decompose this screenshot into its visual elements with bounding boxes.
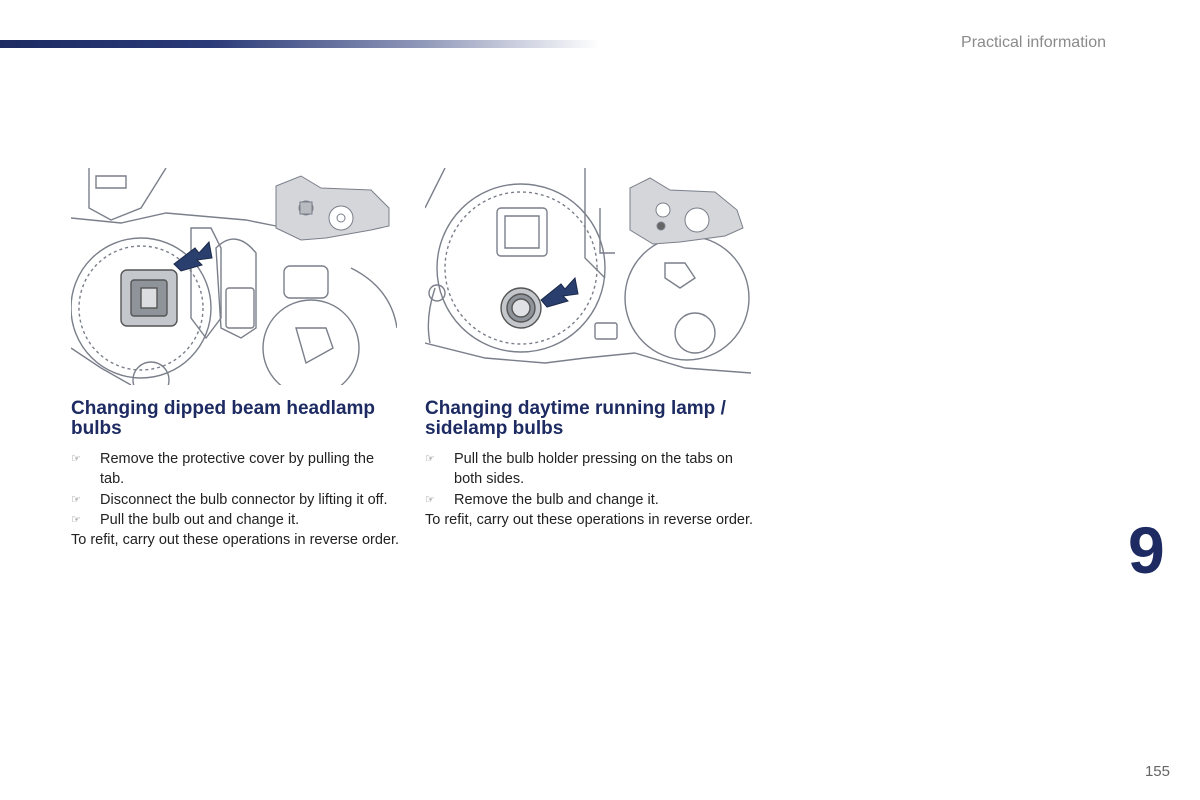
- list-item: [71, 510, 401, 530]
- hand-pointer-icon: ☞: [425, 453, 435, 465]
- step-text: Disconnect the bulb connector by lifting it off.: [100, 491, 388, 508]
- refit-note: To refit, carry out these operations in reverse order.: [425, 511, 754, 528]
- hand-pointer-icon: ☞: [425, 493, 435, 506]
- step-text: Pull the bulb out and change it.: [100, 511, 300, 528]
- step-text: Pull the bulb holder pressing on the tabs on both sides.: [454, 451, 733, 488]
- sidelamp-illustration: [425, 168, 751, 385]
- header-accent-bar: [0, 40, 600, 48]
- chapter-number: 9: [1128, 513, 1165, 587]
- step-text: Remove the bulb and change it.: [454, 491, 659, 508]
- hand-pointer-icon: ☞: [71, 493, 81, 506]
- list-item: [425, 449, 755, 490]
- section-title: Practical information: [961, 34, 1106, 51]
- hand-pointer-icon: ☞: [71, 513, 81, 526]
- sidelamp-steps: [425, 449, 755, 510]
- list-item: [425, 490, 755, 510]
- refit-note: To refit, carry out these operations in reverse order.: [71, 532, 400, 549]
- list-item: [71, 490, 401, 510]
- dipped-beam-illustration: [71, 168, 397, 385]
- dipped-beam-heading: Changing dipped beam headlamp bulbs: [71, 398, 376, 439]
- step-text: Remove the protective cover by pulling the tab.: [100, 451, 375, 488]
- dipped-beam-steps: [71, 449, 401, 530]
- sidelamp-section: [425, 168, 755, 530]
- list-item: [71, 449, 401, 490]
- dipped-beam-section: [71, 168, 401, 550]
- sidelamp-heading: Changing daytime running lamp / sidelamp bulbs: [425, 398, 726, 439]
- page-number: 155: [1144, 763, 1170, 780]
- hand-pointer-icon: ☞: [71, 453, 81, 465]
